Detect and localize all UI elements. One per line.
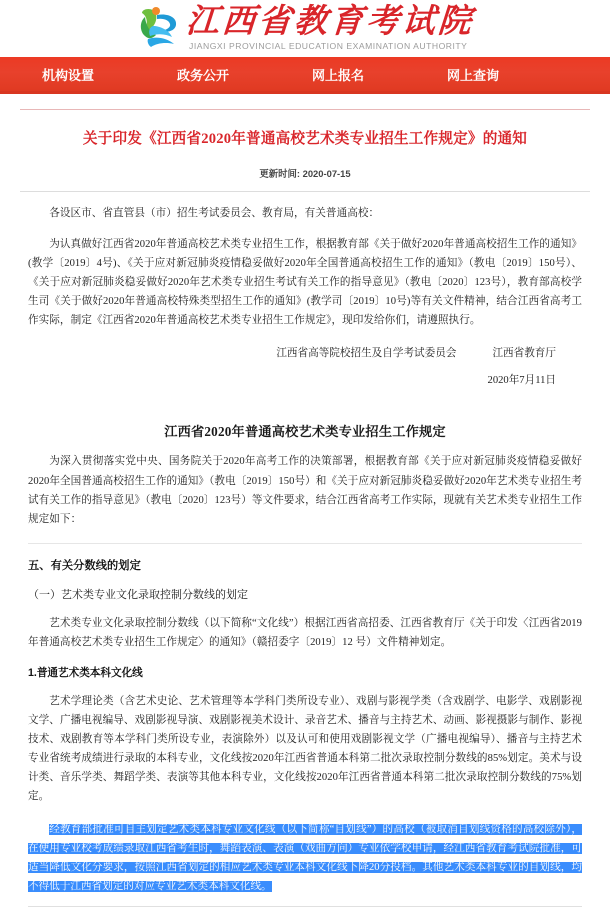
article-body bbox=[16, 204, 594, 907]
update-time-label: 更新时间: 2020-07-15 bbox=[259, 167, 351, 179]
site-brand[interactable] bbox=[136, 3, 476, 52]
intro-paragraph: 为认真做好江西省2020年普通高校艺术类专业招生工作，根据教育部《关于做好2020年普通高校招生工作的通知》(教学〔2019〕4号)、《关于应对新冠肺炎疫情稳妥做好2020年全国普通高校招生工作的通知》（教电〔2019〕150号）、《关于应对新冠肺炎稳妥做好2020年艺术类专业招生考试有关工作的指导意见》（教电〔2020〕123号），教育部高校学生司《关于做好2020年普通高校特殊类型招生工作的通知》(教学司〔2019〕10号)等有关文件精神，结合江西省高考工作实际，制定《江西省2020年普通高校艺术类专业招生工作规定》，现印发给你们，请遵照执行。 bbox=[28, 238, 582, 327]
selected-paragraph[interactable] bbox=[28, 820, 582, 896]
main-navigation bbox=[0, 57, 610, 94]
title-top-divider bbox=[20, 109, 590, 110]
signature-date: 2020年7月11日 bbox=[487, 375, 556, 387]
heading-section-five: 五、有关分数线的划定 bbox=[28, 559, 141, 572]
site-masthead bbox=[0, 0, 610, 57]
salutation-paragraph: 各设区市、省直管县（市）招生考试委员会、教育局，有关普通高校： bbox=[49, 207, 380, 219]
brand-title-cn: 江西省教育考试院 bbox=[184, 3, 476, 40]
culture-line-paragraph: 艺术类专业文化录取控制分数线（以下简称“文化线”）根据江西省高招委、江西省教育厅《关于印发〈江西省2019年普通高校艺术类专业招生工作规定〉的通知》（赣招委字〔2019〕12 号）文件精神划定。 bbox=[28, 617, 582, 648]
brand-title-en: JIANGXI PROVINCIAL EDUCATION EXAMINATION AUTHORITY bbox=[189, 41, 468, 52]
art-majors-paragraph: 艺术学理论类（含艺术史论、艺术管理等本学科门类所设专业）、戏剧与影视学类（含戏剧学、电影学、戏剧影视文学、广播电视编导、戏剧影视导演、戏剧影视美术设计、录音艺术、播音与主持艺术、动画、影视摄影与制作、影视技术、戏剧教育等本学科门类所设专业，表演除外）以及认可和使用戏剧影视文学（广播电视编导）、播音与主持艺术专业省统考成绩进行录取的本科专业，文化线按2020年江西省普通本科第二批次录取控制分数线的85%划定。美术与设计类、音乐学类、舞蹈学类、表演等其他本科专业，文化线按2020年江西省普通本科第二批次录取控制分数线的75%划定。 bbox=[28, 696, 582, 803]
nav-item-wangshangchaxun[interactable]: 网上查询 bbox=[447, 67, 500, 83]
heading-section-five-one: （一）艺术类专业文化录取控制分数线的划定 bbox=[28, 588, 248, 601]
page-title: 关于印发《江西省2020年普通高校艺术类专业招生工作规定》的通知 bbox=[82, 131, 528, 147]
nav-spacer bbox=[0, 94, 610, 100]
regulation-title: 江西省2020年普通高校艺术类专业招生工作规定 bbox=[164, 424, 446, 440]
nav-item-zhengwugongkai[interactable]: 政务公开 bbox=[177, 67, 230, 83]
nav-item-wangshangbaoming[interactable]: 网上报名 bbox=[312, 67, 365, 83]
signature-block bbox=[28, 344, 582, 391]
title-bottom-divider bbox=[20, 191, 590, 192]
signature-organization-1: 江西省高等院校招生及自学考试委员会 bbox=[276, 348, 457, 360]
signature-organization-2: 江西省教育厅 bbox=[492, 348, 556, 360]
article-container bbox=[0, 109, 610, 907]
section-divider bbox=[28, 543, 582, 544]
regulation-intro-paragraph: 为深入贯彻落实党中央、国务院关于2020年高考工作的决策部署，根据教育部《关于应对新冠肺炎疫情稳妥做好2020年全国普通高校招生工作的通知》（教电〔2019〕150号）和《关于应对新冠肺炎稳妥做好2020年艺术类专业招生考试有关工作的指导意见》（教电〔2020〕123号）等文件要求，结合江西省高考工作实际，现就有关艺术类专业招生工作规定如下： bbox=[28, 456, 582, 525]
heading-general-art-undergrad-line: 1.普通艺术类本科文化线 bbox=[28, 667, 143, 680]
selection-highlight: 经教育部批准可自主划定艺术类本科专业文化线（以下简称“自划线”）的高校（被取消自划线资格的高校除外），在使用专业校考成绩录取江西省考生时，舞蹈表演、表演（戏曲方向）专业依学校申请，经江西省教育考试院批准，可适当降低文化分要求，按照江西省划定的相应艺术类专业本科文化线下降20分投档。其他艺术类本科专业的自划线，均不得低于江西省划定的对应专业艺术类本科文化线。 bbox=[28, 823, 582, 892]
nav-item-jigoushezhi[interactable]: 机构设置 bbox=[42, 67, 95, 83]
jiangxi-je-logo-icon bbox=[136, 6, 180, 52]
